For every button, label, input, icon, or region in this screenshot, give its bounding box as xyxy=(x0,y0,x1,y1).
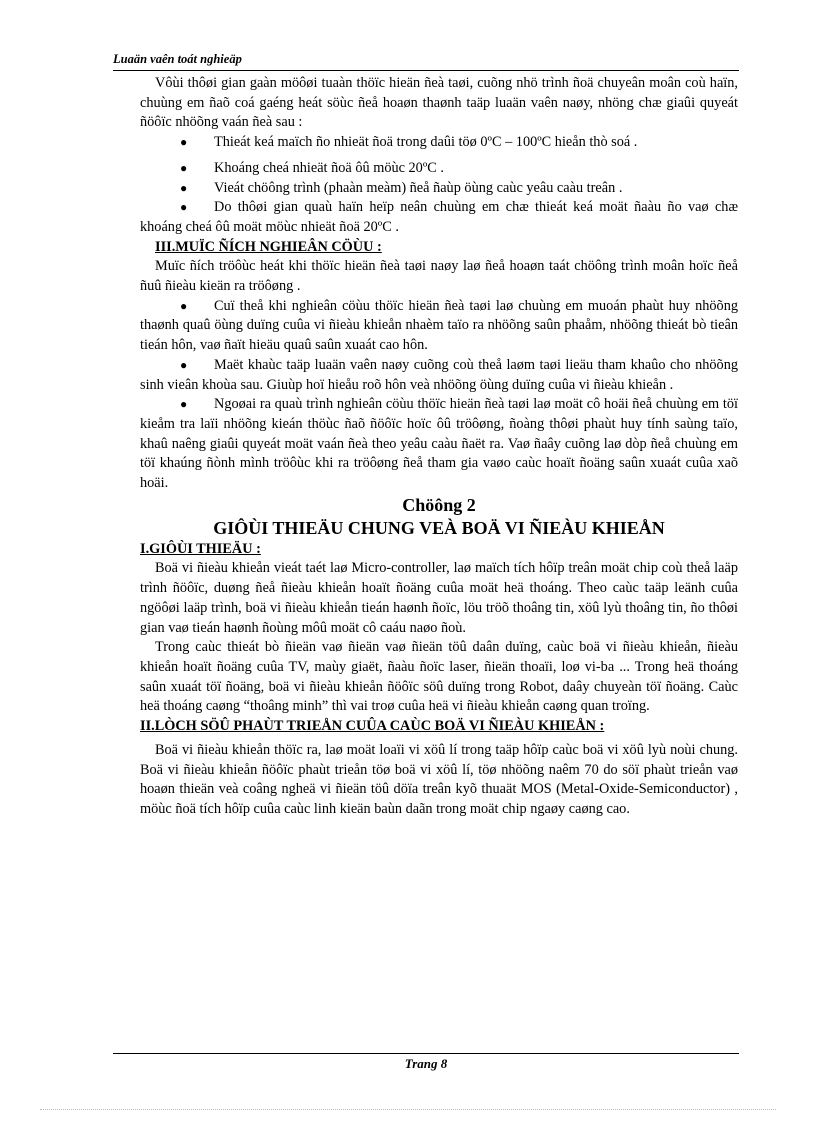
list-item xyxy=(140,179,738,199)
bullet-icon: ● xyxy=(180,200,188,215)
list-item-text: Maët khaùc taäp luaän vaên naøy cuõng coù theå laøm taøi lieäu tham khaûo cho nhöõng sinh vieân khoùa sau. Giuùp hoï hieåu roõ hôn veà nhöõng öùng duïng cuûa vi ñieàu khieån . xyxy=(140,356,738,393)
footer-rule xyxy=(113,1053,739,1054)
header-rule xyxy=(113,70,739,71)
section-heading-history: II.LÒCH SÖÛ PHAÙT TRIEÅN CUÛA CAÙC BOÄ VI ÑIEÀU KHIEÅN : xyxy=(140,718,605,735)
list-item xyxy=(140,159,738,179)
list-item-text: Ngoøai ra quaù trình nghieân cöùu thöïc hieän ñeà taøi laø moät cô hoäi ñeå chuùng em töï kieåm tra laïi nhöõng kieán thöùc ñaõ ñöôïc hoïc ôû tröôøng, ñoàng thôøi phaùt huy tính saùng taïo, khaû naêng giaûi quyeát moät vaán ñeà theo yeâu caàu ñaët ra. Vaø ñaây cuõng laø dòp ñeå chuùng em töï khaúng ñònh mình tröôùc khi ra tröôøng ñeå tham gia vaøo caùc hoaït ñoäng saûn xuaát cuûa xaõ hoäi. xyxy=(140,396,738,492)
bullet-icon: ● xyxy=(180,357,188,372)
chapter-number: Chöông 2 xyxy=(402,494,476,515)
page-edge-divider xyxy=(40,1109,776,1110)
list-item xyxy=(140,356,738,395)
bullet-icon: ● xyxy=(180,397,188,412)
bullet-icon: ● xyxy=(180,135,188,150)
intro-body-paragraph: Boä vi ñieàu khieån vieát taét laø Micro-controller, laø maïch tích hôïp treân moät chip coù theå laäp trình ñöôïc, duøng ñeå ñieàu khieån hoaït ñoäng cuûa moät heä thoáng. Theo caùc taäp leänh cuûa ngöôøi laäp trình, boä vi ñieàu khieån tieán haønh ñoïc, löu tröõ thoâng tin, xöû lyù thoâng tin, ño thôøi gian vaø tieán haønh ñoùng môû moät cô caáu naøo ñoù. xyxy=(140,560,738,636)
page-number: Trang 8 xyxy=(404,1056,448,1071)
list-item xyxy=(140,133,738,153)
intro-paragraph: Vôùi thôøi gian gaàn möôøi tuaàn thöïc hieän ñeà taøi, cuõng nhö trình ñoä chuyeân moân coù haïn, chuùng em ñaõ coá gaéng heát söùc ñeå hoaøn thaønh taäp luaän vaên naøy, nhöng chæ giaûi quyeát ñöôïc nhöõng vaán ñeà sau : xyxy=(140,75,738,131)
page-content xyxy=(140,74,738,820)
list-item xyxy=(140,198,738,237)
list-item-text: Thieát keá maïch ño nhieät ñoä trong daûi töø 0ºC – 100ºC hieån thò soá . xyxy=(214,134,638,151)
list-item xyxy=(140,297,738,356)
chapter-title: GIÔÙI THIEÄU CHUNG VEÀ BOÄ VI ÑIEÀU KHIEÅN xyxy=(213,517,665,538)
bullet-icon: ● xyxy=(180,160,188,175)
section-heading-purpose: III.MUÏC ÑÍCH NGHIEÂN CÖÙU : xyxy=(155,238,382,255)
history-paragraph: Boä vi ñieàu khieån thöïc ra, laø moät loaïi vi xöû lí trong taäp hôïp caùc boä vi xöû lyù noùi chung. Boä vi ñieàu khieån ñöôïc phaùt trieån töø boä vi xöû lí, töø nhöõng naêm 70 do söï phaùt trieån vaø hoaøn thieän veà coâng ngheä vi ñieän töû döïa treân kyõ thuaät MOS (Metal-Oxide-Semiconductor) , möùc ñoä tích hôïp cuûa caùc linh kieän baùn daãn trong moät chip ngaøy caøng cao. xyxy=(140,741,738,817)
list-item-text: Do thôøi gian quaù haïn heïp neân chuùng em chæ thieát keá moät ñaàu ño vaø chæ khoáng cheá ôû moät möùc nhieät ñoä 20ºC . xyxy=(140,199,738,235)
bullet-icon: ● xyxy=(180,180,188,195)
list-item-text: Vieát chöông trình (phaàn meàm) ñeå ñaùp öùng caùc yeâu caàu treân . xyxy=(214,179,623,196)
page-header: Luaän vaên toát nghieäp xyxy=(113,52,242,66)
list-item xyxy=(140,395,738,494)
applications-paragraph: Trong caùc thieát bò ñieän vaø ñieän vaø ñieän töû daân duïng, caùc boä vi ñieàu khieån, ñieàu khieån hoaït ñoäng cuûa TV, maùy giaët, ñaàu ñoïc laser, ñieän thoaïi, loø vi-ba ... Trong heä thoáng saûn xuaát töï ñoäng, boä vi ñieàu khieån ñöôïc söû duïng trong Robot, daây chuyeàn töï ñoäng. Caùc heä thoáng caøng “thoâng minh” thì vai troø cuûa heä vi ñieàu khieån caøng quan troïng. xyxy=(140,639,738,715)
list-item-text: Cuï theå khi nghieân cöùu thöïc hieän ñeà taøi laø chuùng em muoán phaùt huy nhöõng thaønh quaû öùng duïng cuûa vi ñieàu khieån nhaèm taïo ra nhöõng saûn phaåm, nhöõng thieát bò tieân tieán hôn, vaø ñaït hieäu quaû saûn xuaát cao hôn. xyxy=(140,297,738,354)
list-item-text: Khoáng cheá nhieät ñoä ôû möùc 20ºC . xyxy=(214,159,444,176)
bullet-icon: ● xyxy=(180,298,188,313)
purpose-paragraph: Muïc ñích tröôùc heát khi thöïc hieän ñeà taøi naøy laø ñeå hoaøn taát chöông trình moân hoïc ñeå ñuû ñieàu kieän ra tröôøng . xyxy=(140,258,738,295)
section-heading-intro: I.GIÔÙI THIEÄU : xyxy=(140,540,261,557)
